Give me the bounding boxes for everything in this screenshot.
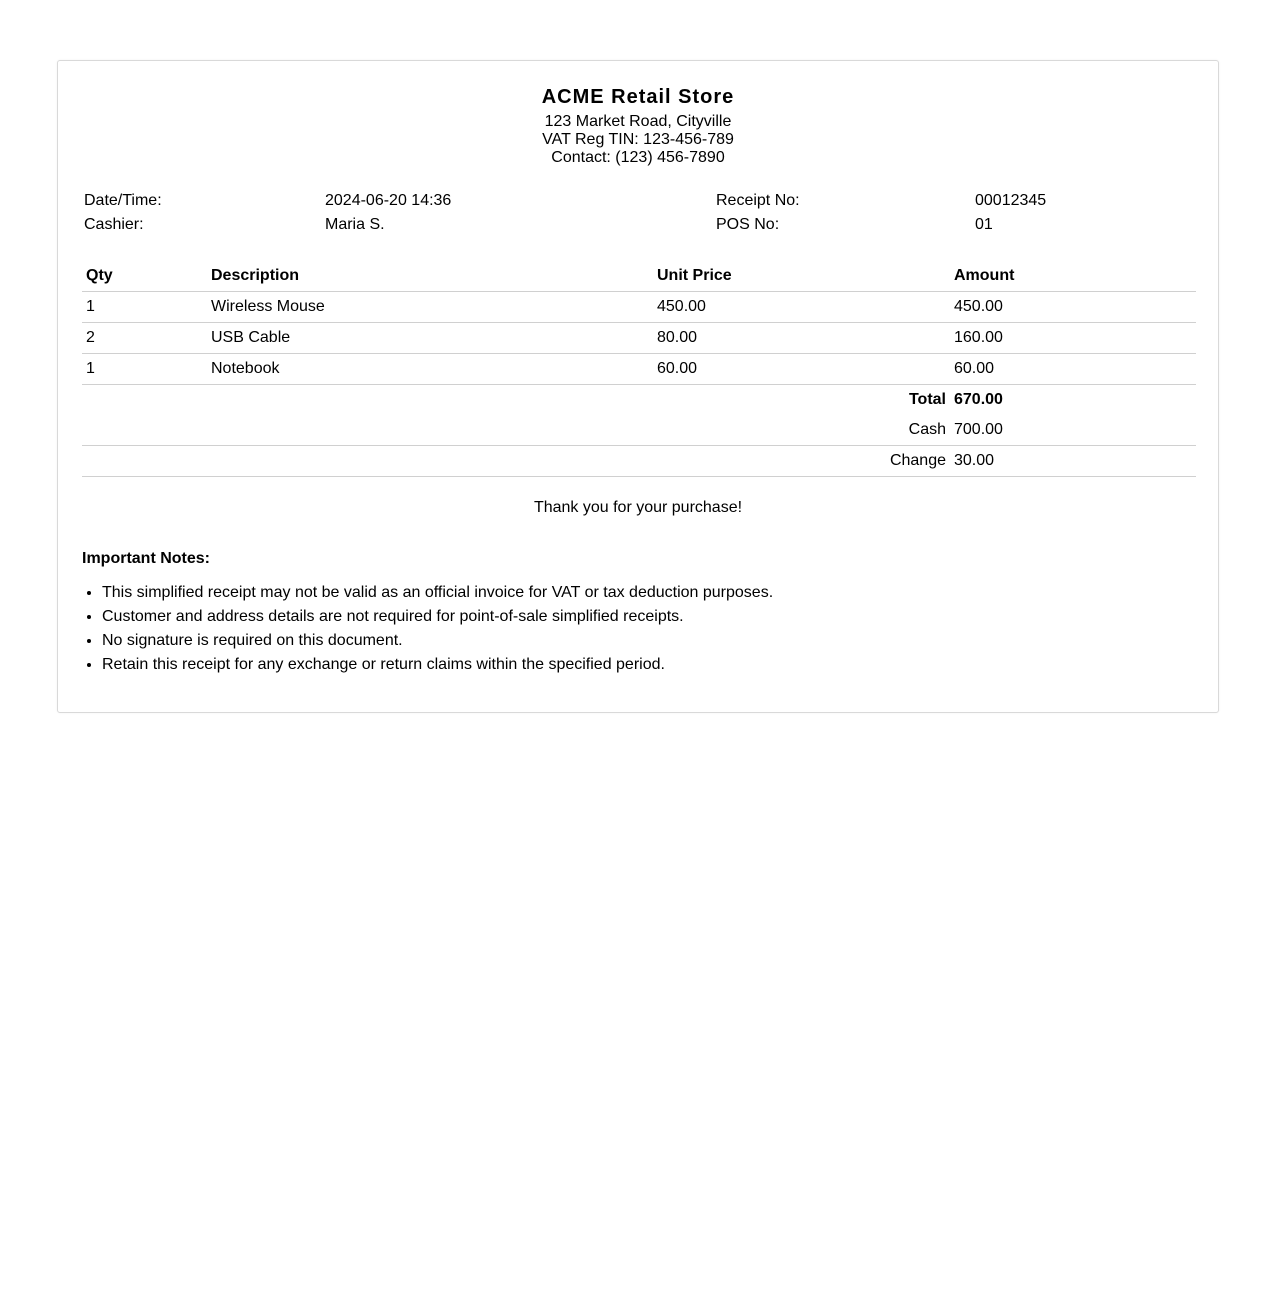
table-row [82, 323, 1196, 354]
pos-no-label: POS No: [716, 216, 780, 233]
change-row [82, 446, 1196, 477]
note-item: • No signature is required on this document. [102, 629, 773, 653]
change-value: 30.00 [950, 446, 1196, 477]
thank-you-message: Thank you for your purchase! [533, 499, 743, 516]
cashier-value: Maria S. [325, 216, 385, 233]
receipt-header [58, 85, 1218, 167]
table-row [82, 292, 1196, 323]
store-name: ACME Retail Store [541, 86, 735, 108]
cell-description: Notebook [207, 354, 653, 385]
cell-qty: 2 [82, 323, 207, 354]
cell-amount: 450.00 [950, 292, 1196, 323]
cash-value: 700.00 [950, 415, 1196, 446]
total-label: Total [908, 391, 946, 408]
header-qty: Qty [82, 261, 207, 292]
cell-amount: 60.00 [950, 354, 1196, 385]
receipt-meta [84, 189, 1194, 237]
note-item: • This simplified receipt may not be valid as an official invoice for VAT or tax deduction purposes. [102, 581, 773, 605]
datetime-label: Date/Time: [84, 192, 162, 209]
notes-title: Important Notes: [82, 550, 210, 567]
items-table [82, 261, 1196, 477]
cell-unit-price: 80.00 [653, 323, 950, 354]
cash-row [82, 415, 1196, 446]
cell-description: Wireless Mouse [207, 292, 653, 323]
store-address: 123 Market Road, Cityville [544, 113, 732, 130]
cash-label: Cash [82, 415, 950, 446]
meta-row [84, 189, 1194, 213]
store-vat: VAT Reg TIN: 123-456-789 [542, 131, 734, 148]
header-description: Description [207, 261, 653, 292]
notes-list [82, 581, 773, 677]
cell-description: USB Cable [207, 323, 653, 354]
cell-qty: 1 [82, 354, 207, 385]
datetime-value: 2024-06-20 14:36 [325, 192, 452, 209]
header-unit-price: Unit Price [653, 261, 950, 292]
receipt-no-label: Receipt No: [716, 192, 800, 209]
total-value: 670.00 [954, 391, 1003, 408]
table-header-row [82, 261, 1196, 292]
receipt [57, 60, 1219, 713]
cell-unit-price: 450.00 [653, 292, 950, 323]
cell-qty: 1 [82, 292, 207, 323]
table-row [82, 354, 1196, 385]
cashier-label: Cashier: [84, 216, 144, 233]
receipt-no-value: 00012345 [975, 192, 1047, 209]
note-item: • Retain this receipt for any exchange or return claims within the specified period. [102, 653, 773, 677]
header-amount: Amount [950, 261, 1196, 292]
change-label: Change [82, 446, 950, 477]
store-contact: Contact: (123) 456-7890 [551, 149, 725, 166]
cell-amount: 160.00 [950, 323, 1196, 354]
note-item: • Customer and address details are not required for point-of-sale simplified receipts. [102, 605, 773, 629]
total-row [82, 385, 1196, 416]
cell-unit-price: 60.00 [653, 354, 950, 385]
meta-row [84, 213, 1194, 237]
pos-no-value: 01 [975, 216, 993, 233]
